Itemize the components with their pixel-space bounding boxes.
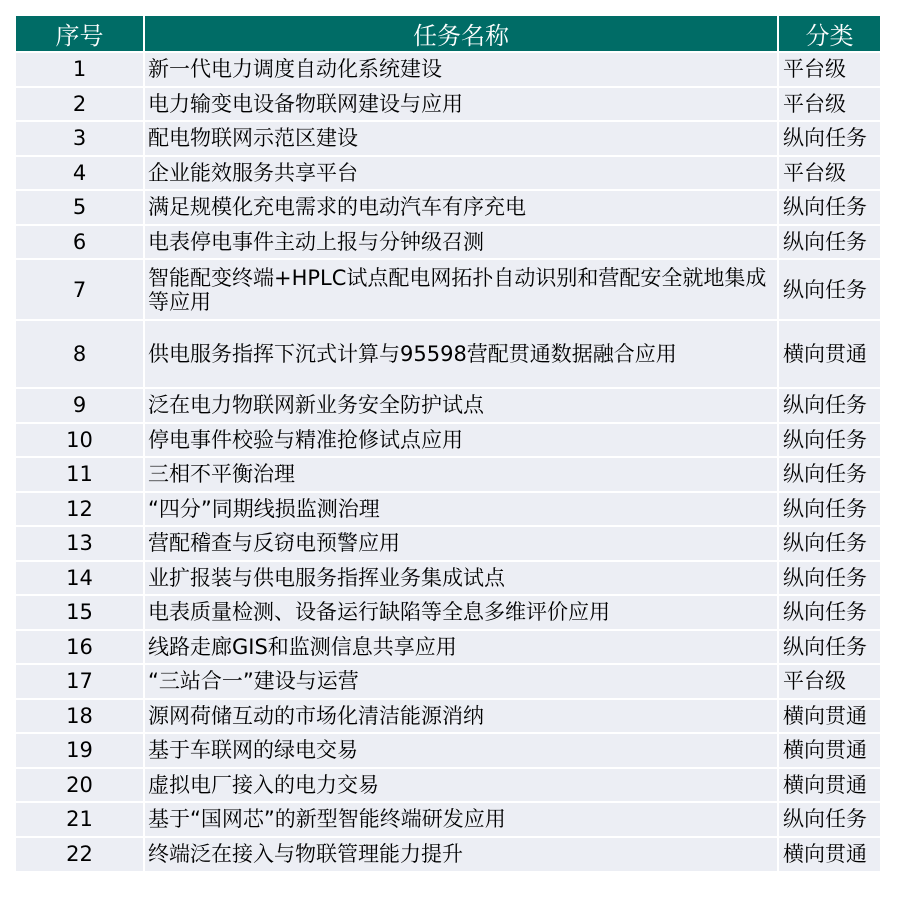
row-index: 7 [16,259,144,320]
row-category: 平台级 [778,156,880,191]
row-index: 2 [16,87,144,122]
row-index: 6 [16,225,144,260]
row-index: 12 [16,492,144,527]
row-index: 14 [16,561,144,596]
row-category: 横向贯通 [778,768,880,803]
table-row [16,664,880,699]
table-row [16,768,880,803]
row-task-name: 供电服务指挥下沉式计算与95598营配贯通数据融合应用 [144,320,778,388]
table-row [16,526,880,561]
row-index: 17 [16,664,144,699]
row-index: 8 [16,320,144,388]
table-row [16,802,880,837]
table-row [16,561,880,596]
row-index: 9 [16,388,144,423]
table-row [16,225,880,260]
row-index: 1 [16,52,144,87]
table-row [16,52,880,87]
row-task-name: “三站合一”建设与运营 [144,664,778,699]
table-row [16,733,880,768]
row-category: 横向贯通 [778,320,880,388]
row-task-name: 三相不平衡治理 [144,457,778,492]
task-table [16,16,880,871]
row-index: 10 [16,423,144,458]
row-task-name: 虚拟电厂接入的电力交易 [144,768,778,803]
table-row [16,837,880,872]
row-index: 11 [16,457,144,492]
row-category: 纵向任务 [778,423,880,458]
row-category: 纵向任务 [778,526,880,561]
row-task-name: 电表停电事件主动上报与分钟级召测 [144,225,778,260]
row-task-name: 电表质量检测、设备运行缺陷等全息多维评价应用 [144,595,778,630]
header-index: 序号 [16,16,144,52]
row-category: 纵向任务 [778,492,880,527]
table-row [16,699,880,734]
row-category: 平台级 [778,87,880,122]
row-task-name: 泛在电力物联网新业务安全防护试点 [144,388,778,423]
row-task-name: 企业能效服务共享平台 [144,156,778,191]
row-task-name: 营配稽查与反窃电预警应用 [144,526,778,561]
row-category: 纵向任务 [778,388,880,423]
table-row [16,595,880,630]
row-index: 21 [16,802,144,837]
row-index: 22 [16,837,144,872]
row-category: 纵向任务 [778,121,880,156]
row-task-name: 停电事件校验与精准抢修试点应用 [144,423,778,458]
row-category: 纵向任务 [778,561,880,596]
header-category: 分类 [778,16,880,52]
header-task-name: 任务名称 [144,16,778,52]
row-category: 横向贯通 [778,837,880,872]
row-task-name: 线路走廊GIS和监测信息共享应用 [144,630,778,665]
row-category: 纵向任务 [778,259,880,320]
row-index: 5 [16,190,144,225]
table-row [16,630,880,665]
row-category: 纵向任务 [778,457,880,492]
row-task-name: 智能配变终端+HPLC试点配电网拓扑自动识别和营配安全就地集成等应用 [144,259,778,320]
row-category: 横向贯通 [778,733,880,768]
row-task-name: 满足规模化充电需求的电动汽车有序充电 [144,190,778,225]
row-task-name: “四分”同期线损监测治理 [144,492,778,527]
table-row [16,156,880,191]
table-row [16,259,880,320]
row-index: 20 [16,768,144,803]
row-index: 18 [16,699,144,734]
row-index: 19 [16,733,144,768]
row-category: 纵向任务 [778,802,880,837]
table-row [16,492,880,527]
row-task-name: 电力输变电设备物联网建设与应用 [144,87,778,122]
table-row [16,388,880,423]
row-task-name: 基于车联网的绿电交易 [144,733,778,768]
row-task-name: 基于“国网芯”的新型智能终端研发应用 [144,802,778,837]
row-category: 横向贯通 [778,699,880,734]
row-task-name: 配电物联网示范区建设 [144,121,778,156]
row-category: 平台级 [778,664,880,699]
row-task-name: 新一代电力调度自动化系统建设 [144,52,778,87]
header-row [16,16,880,52]
row-category: 纵向任务 [778,190,880,225]
row-category: 纵向任务 [778,630,880,665]
row-index: 13 [16,526,144,561]
table-row [16,320,880,388]
row-category: 纵向任务 [778,225,880,260]
row-index: 15 [16,595,144,630]
row-task-name: 业扩报装与供电服务指挥业务集成试点 [144,561,778,596]
table-row [16,121,880,156]
row-index: 3 [16,121,144,156]
row-task-name: 终端泛在接入与物联管理能力提升 [144,837,778,872]
table-row [16,423,880,458]
row-index: 16 [16,630,144,665]
row-category: 平台级 [778,52,880,87]
table-row [16,457,880,492]
row-index: 4 [16,156,144,191]
row-task-name: 源网荷储互动的市场化清洁能源消纳 [144,699,778,734]
table-row [16,87,880,122]
row-category: 纵向任务 [778,595,880,630]
table-row [16,190,880,225]
